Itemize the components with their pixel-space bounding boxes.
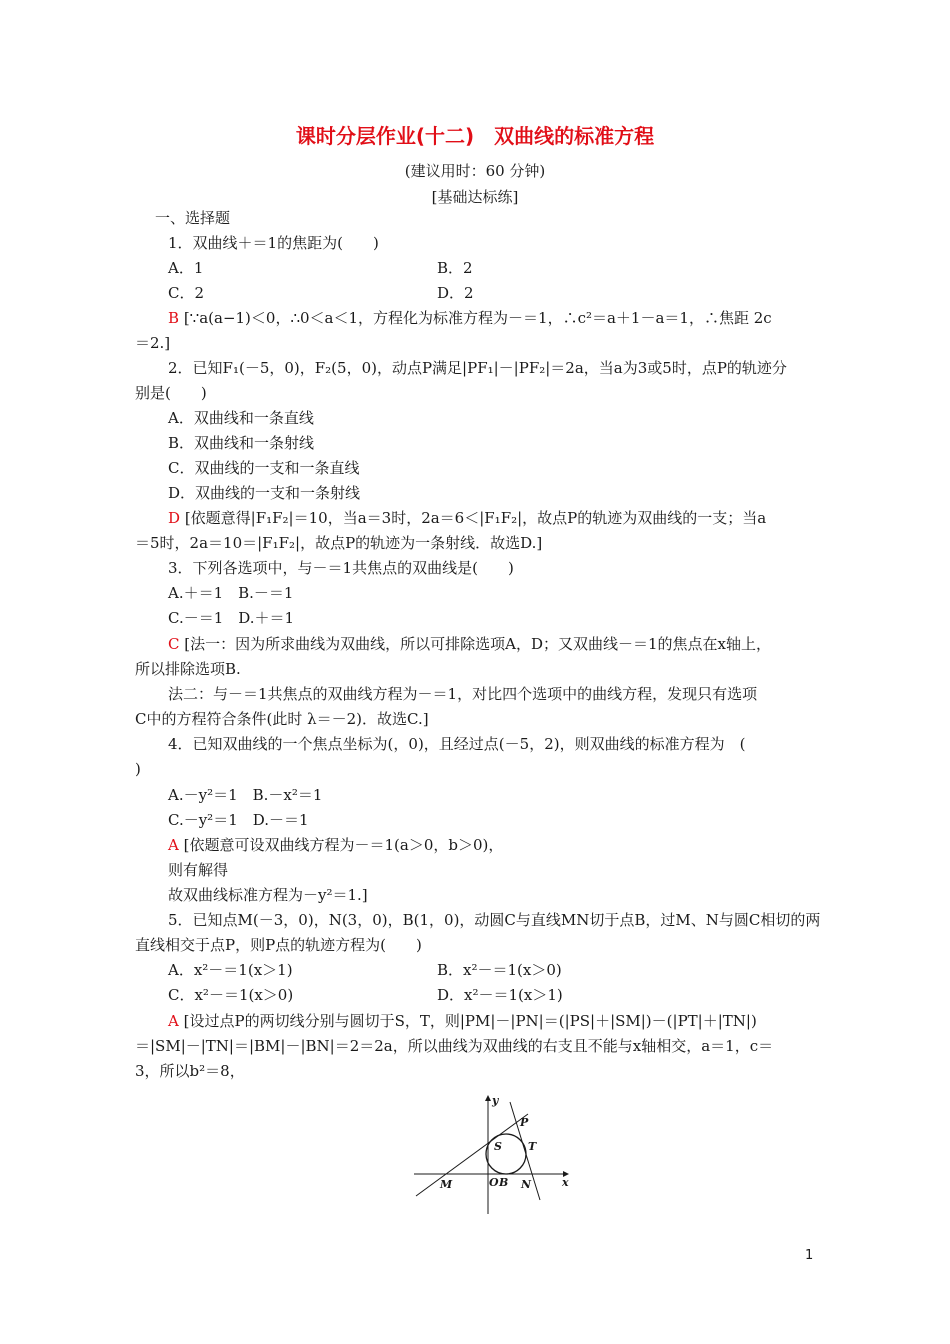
q4-answer-text: [依题意可设双曲线方程为－＝1(a＞0，b＞0)，	[183, 836, 504, 854]
q4-answer-line2: 则有解得	[168, 861, 229, 879]
q5-answer-line2: ＝|SM|－|TN|＝|BM|－|BN|＝2＝2a，所以曲线为双曲线的右支且不能与x轴相交，a＝1，c＝	[135, 1037, 774, 1055]
q5-stem: 5．已知点M(－3，0)，N(3，0)，B(1，0)，动圆C与直线MN切于点B，过M、N与圆C相切的两	[168, 911, 821, 929]
q1-answer-text: [∵a(a−1)＜0，∴0＜a＜1，方程化为标准方程为－＝1，∴c²＝a＋1－a＝1，∴焦距 2c	[183, 309, 772, 327]
label-p: P	[520, 1116, 529, 1129]
label-y: y	[492, 1094, 499, 1107]
q1-option-c: C．2	[168, 284, 205, 302]
label-s: S	[494, 1140, 502, 1153]
label-b: B	[499, 1176, 509, 1189]
q4-answer-letter: A	[168, 836, 179, 854]
q3-stem: 3．下列各选项中，与－＝1共焦点的双曲线是( )	[168, 559, 514, 577]
q4-answer-line3: 故双曲线标准方程为－y²＝1.]	[168, 886, 368, 904]
q5-answer-letter: A	[168, 1012, 179, 1030]
q2-answer-cont: ＝5时，2a＝10＝|F₁F₂|，故点P的轨迹为一条射线．故选D.]	[135, 534, 543, 552]
q1-option-a: A．1	[168, 259, 204, 277]
q1-option-b: B．2	[437, 259, 473, 277]
q5-answer	[168, 1011, 868, 1031]
q2-answer-letter: D	[168, 509, 181, 527]
tangent-line-m	[416, 1114, 528, 1196]
q5-stem-cont: 直线相交于点P，则P点的轨迹方程为( )	[135, 936, 422, 954]
label-n: N	[521, 1178, 532, 1191]
q1-answer-cont: ＝2.]	[135, 334, 171, 352]
q5-option-d: D．x²－＝1(x＞1)	[437, 986, 563, 1004]
q2-stem: 2．已知F₁(－5，0)，F₂(5，0)，动点P满足|PF₁|－|PF₂|＝2a，当a为3或5时，点P的轨迹分	[168, 359, 787, 377]
part-heading: 一、选择题	[155, 209, 231, 227]
q4-stem: 4．已知双曲线的一个焦点坐标为(，0)，且经过点(－5，2)，则双曲线的标准方程为 (	[168, 735, 746, 753]
q3-options-ab: A.＋＝1 B.－＝1	[168, 584, 294, 602]
q2-option-a: A．双曲线和一条直线	[168, 409, 314, 427]
q5-option-b: B．x²－＝1(x＞0)	[437, 961, 562, 979]
q4-options-ab: A.－y²＝1 B.－x²＝1	[168, 786, 323, 804]
q3-answer-cont: 所以排除选项B.	[135, 660, 241, 678]
label-t: T	[528, 1140, 537, 1153]
section-tag: [基础达标练]	[431, 188, 519, 206]
q4-answer	[168, 835, 868, 855]
q3-options-cd: C.－＝1 D.＋＝1	[168, 609, 295, 627]
q5-answer-text: [设过点P的两切线分别与圆切于S，T，则|PM|－|PN|＝(|PS|＋|SM|)－(|PT|＋|TN|)	[183, 1012, 757, 1030]
page-title: 课时分层作业(十二) 双曲线的标准方程	[295, 124, 655, 148]
q3-answer-letter: C	[168, 635, 180, 653]
q3-answer-text: [法一：因为所求曲线为双曲线，所以可排除选项A，D；又双曲线－＝1的焦点在x轴上，	[184, 635, 771, 653]
q2-stem-cont: 别是( )	[135, 384, 207, 402]
q5-option-a: A．x²－＝1(x＞1)	[168, 961, 293, 979]
q1-option-d: D．2	[437, 284, 474, 302]
label-o: O	[489, 1176, 499, 1189]
q5-answer-line3: 3，所以b²＝8，	[135, 1062, 245, 1080]
q1-answer-letter: B	[168, 309, 180, 327]
q5-option-c: C．x²－＝1(x＞0)	[168, 986, 294, 1004]
label-x: x	[562, 1176, 569, 1189]
q2-option-c: C．双曲线的一支和一条直线	[168, 459, 360, 477]
time-suggestion: (建议用时：60 分钟)	[404, 162, 546, 180]
q4-options-cd: C.－y²＝1 D.－＝1	[168, 811, 309, 829]
q1-answer	[168, 308, 868, 328]
q2-option-d: D．双曲线的一支和一条射线	[168, 484, 361, 502]
q2-answer	[168, 508, 868, 528]
q2-answer-text: [依题意得|F₁F₂|＝10，当a＝3时，2a＝6＜|F₁F₂|，故点P的轨迹为双曲线的一支；当a	[184, 509, 767, 527]
q3-method-two: 法二：与－＝1共焦点的双曲线方程为－＝1，对比四个选项中的曲线方程，发现只有选项	[168, 685, 758, 703]
tangent-circle-figure	[410, 1090, 580, 1220]
q3-method-two-cont: C中的方程符合条件(此时 λ＝－2)．故选C.]	[135, 710, 429, 728]
q2-option-b: B．双曲线和一条射线	[168, 434, 315, 452]
q4-stem-cont: )	[135, 760, 141, 778]
q1-stem: 1．双曲线＋＝1的焦距为( )	[168, 234, 379, 252]
q3-answer	[168, 634, 868, 654]
page-number: 1	[805, 1248, 814, 1263]
label-m: M	[440, 1178, 453, 1191]
